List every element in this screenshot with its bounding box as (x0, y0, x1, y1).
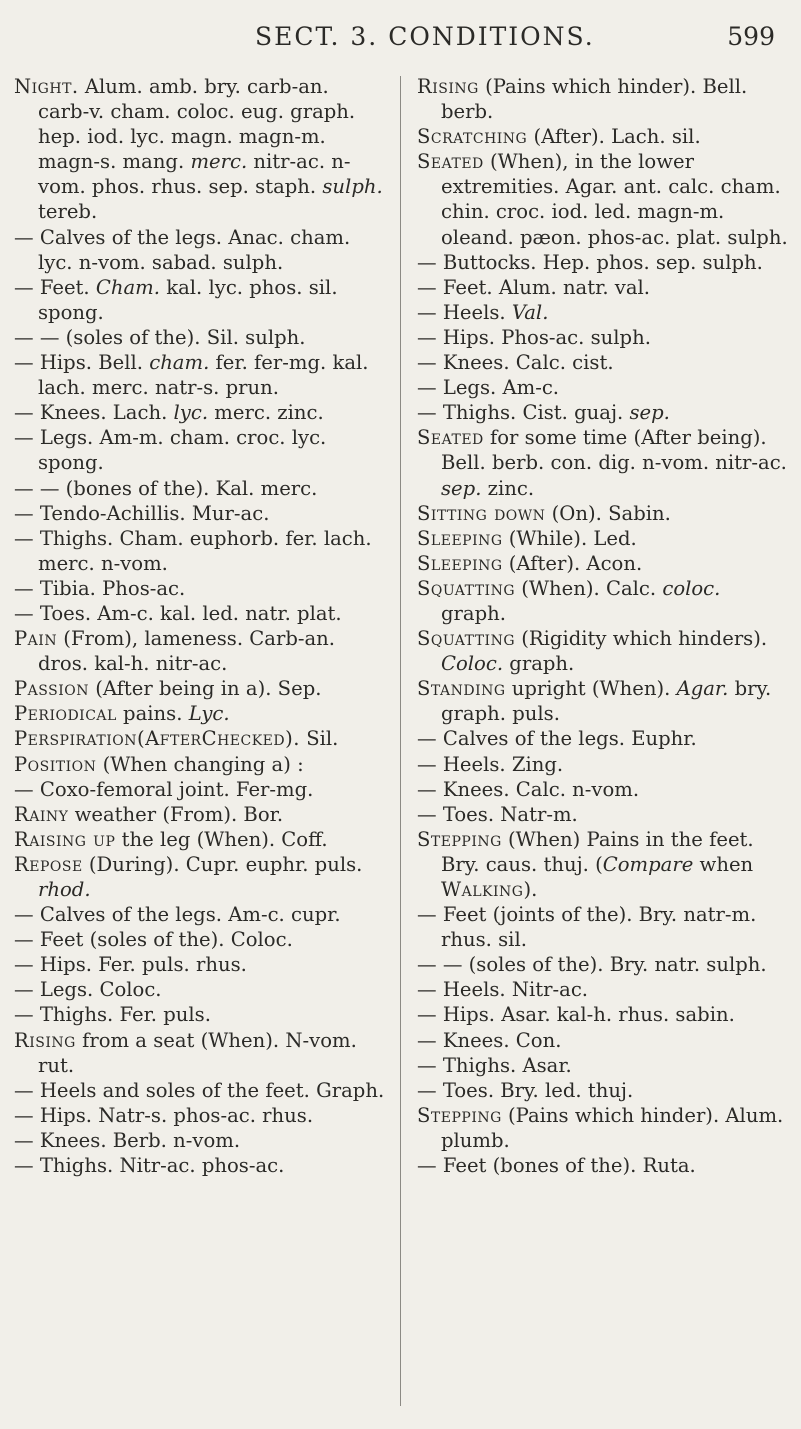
index-entry (417, 74, 789, 124)
index-entry (14, 476, 385, 501)
entry-text: — Feet (bones of the). Ruta. (417, 1154, 696, 1178)
entry-text: — Legs. Am-m. cham. croc. lyc. spong. (14, 426, 327, 475)
entry-text: — Calves of the legs. Anac. cham. lyc. n-vom. sabad. sulph. (14, 225, 351, 274)
entry-heading: Repose (14, 852, 83, 876)
entry-italic-text: cham. (149, 351, 210, 375)
entry-text: — Heels. Zing. (417, 752, 564, 776)
entry-text: — Legs. Coloc. (14, 978, 162, 1002)
index-entry (14, 350, 385, 400)
entry-text: — Feet (soles of the). Coloc. (14, 928, 293, 952)
index-entry (14, 902, 385, 927)
entry-heading: Rising (14, 1028, 76, 1052)
index-entry (14, 777, 385, 802)
column-divider (400, 76, 401, 1406)
index-entry (14, 701, 385, 726)
entry-text: (Pains which hinder). Alum. plumb. (441, 1103, 784, 1152)
index-entry (417, 1078, 789, 1103)
entry-heading: Standing (417, 677, 506, 701)
entry-heading: Sleeping (417, 551, 503, 575)
index-entry (14, 676, 385, 701)
entry-heading: Sleeping (417, 526, 503, 550)
index-entry (417, 1053, 789, 1078)
index-entry (417, 1028, 789, 1053)
index-entry (417, 250, 789, 275)
index-entry (14, 827, 385, 852)
entry-text: (Pains which hinder). Bell. berb. (441, 75, 748, 124)
entry-text: (From), lameness. Carb-an. dros. kal-h. nitr-ac. (38, 627, 336, 676)
entry-heading: Passion (14, 677, 89, 701)
index-entry (417, 676, 789, 726)
index-entry (14, 952, 385, 977)
entry-heading: Raising up (14, 827, 116, 851)
entry-text: when (693, 852, 754, 876)
entry-italic-text: sep. (629, 401, 670, 425)
entry-text: — Hips. Asar. kal-h. rhus. sabin. (417, 1003, 735, 1027)
index-entry (417, 425, 789, 500)
entry-text: (During). Cupr. euphr. puls. (82, 852, 363, 876)
entry-heading: Perspiration(AfterChecked). (14, 727, 300, 751)
entry-text: — Hips. Natr-s. phos-ac. rhus. (14, 1103, 314, 1127)
entry-heading: Periodical (14, 702, 117, 726)
index-entry (417, 726, 789, 751)
index-entry (417, 1153, 789, 1178)
entry-heading: Walking (441, 878, 524, 901)
entry-text: — Calves of the legs. Am-c. cupr. (14, 903, 341, 927)
entry-text: merc. zinc. (208, 401, 324, 425)
entry-italic-text: lyc. (173, 401, 209, 425)
section-title: SECT. 3. CONDITIONS. (255, 22, 595, 51)
entry-text: weather (From). Bor. (68, 802, 284, 826)
entry-text: (When changing a) : (96, 752, 304, 776)
entry-heading: Stepping (417, 827, 502, 851)
index-entry (417, 526, 789, 551)
index-entry (417, 902, 789, 952)
index-entry (417, 752, 789, 777)
entry-text: zinc. (481, 476, 535, 500)
entry-italic-text: merc. (190, 150, 248, 174)
entry-text: — Coxo-femoral joint. Fer-mg. (14, 777, 314, 801)
entry-heading: Stepping (417, 1103, 502, 1127)
index-entry (417, 501, 789, 526)
index-entry (14, 1128, 385, 1153)
index-entry (14, 601, 385, 626)
entry-text: — Feet (joints of the). Bry. natr-m. rhus. sil. (417, 903, 757, 952)
index-entry (14, 752, 385, 777)
index-entry (14, 726, 385, 751)
index-entry (417, 952, 789, 977)
entry-text: nitr-ac. n-vom. phos. rhus. sep. staph. (38, 150, 351, 199)
entry-text: — Toes. Am-c. kal. led. natr. plat. (14, 601, 342, 625)
entry-italic-text: Coloc. (441, 652, 504, 676)
entry-text: — Knees. Con. (417, 1028, 562, 1052)
entry-heading: Position (14, 752, 97, 776)
index-entry (14, 576, 385, 601)
entry-text: — — (bones of the). Kal. merc. (14, 476, 318, 500)
entry-text: (While). Led. (502, 526, 637, 550)
index-entry (14, 1078, 385, 1103)
entry-text: tereb. (38, 200, 98, 224)
entry-text: bry. graph. puls. (441, 677, 772, 726)
entry-text: graph. (503, 652, 575, 676)
entry-heading: Pain (14, 627, 58, 651)
entry-text: for some time (After being). Bell. berb. con. dig. n-vom. nitr-ac. (441, 426, 787, 475)
entry-text: — Heels. (417, 300, 512, 324)
entry-italic-text: sep. (441, 476, 482, 500)
entry-italic-text: sulph. (322, 175, 383, 199)
entry-italic-text: rhod. (38, 878, 91, 901)
entry-text: graph. (441, 601, 506, 625)
index-entry (417, 149, 789, 249)
index-entry (417, 576, 789, 626)
page-header (0, 22, 801, 62)
entry-text: fer. fer-mg. kal. lach. merc. natr-s. prun. (38, 351, 369, 400)
entry-text: — Tendo-Achillis. Mur-ac. (14, 501, 270, 525)
entry-text: — Knees. Calc. n-vom. (417, 777, 640, 801)
right-column (417, 74, 789, 1178)
entry-text: (On). Sabin. (545, 501, 671, 525)
index-entry (417, 325, 789, 350)
entry-text: Alum. amb. bry. carb-an. carb-v. cham. coloc. eug. graph. hep. iod. lyc. magn. magn-m. magn-s. mang. (38, 75, 356, 174)
index-entry (14, 977, 385, 1002)
index-entry (417, 802, 789, 827)
entry-italic-text: Compare (602, 852, 694, 876)
entry-text: upright (When). (505, 677, 677, 701)
entry-heading: Rainy (14, 802, 69, 826)
entry-text: — Hips. Fer. puls. rhus. (14, 953, 247, 977)
entry-text: — Toes. Bry. led. thuj. (417, 1078, 634, 1102)
index-entry (417, 626, 789, 676)
entry-text: ). (523, 878, 538, 901)
index-entry (14, 927, 385, 952)
entry-text: — Legs. Am-c. (417, 376, 560, 400)
entry-text: — Thighs. Cist. guaj. (417, 401, 630, 425)
entry-text: pains. (116, 702, 189, 726)
entry-text: — Feet. Alum. natr. val. (417, 275, 651, 299)
entry-text: — Feet. (14, 275, 96, 299)
index-entry (14, 802, 385, 827)
index-entry (417, 124, 789, 149)
entry-text: — Heels. Nitr-ac. (417, 978, 589, 1002)
index-entry (417, 777, 789, 802)
index-entry (14, 501, 385, 526)
entry-text: — — (soles of the). Sil. sulph. (14, 325, 306, 349)
index-entry (417, 300, 789, 325)
index-entry (417, 275, 789, 300)
entry-text: — Thighs. Fer. puls. (14, 1003, 211, 1027)
entry-text: (When). Calc. (515, 576, 663, 600)
left-column (14, 74, 385, 1178)
entry-text: — — (soles of the). Bry. natr. sulph. (417, 953, 767, 977)
entry-text: (After). Acon. (502, 551, 643, 575)
index-entry (417, 400, 789, 425)
index-entry (14, 1028, 385, 1078)
page-number: 599 (727, 22, 775, 51)
entry-text: — Heels and soles of the feet. Graph. (14, 1078, 385, 1102)
index-entry (417, 1103, 789, 1153)
entry-italic-text: Cham. (95, 275, 160, 299)
entry-italic-text: Val. (511, 300, 549, 324)
entry-text: — Hips. Bell. (14, 351, 150, 375)
entry-text: — Thighs. Asar. (417, 1053, 572, 1077)
entry-heading: Sitting down (417, 501, 546, 525)
index-entry (417, 827, 789, 902)
index-entry (14, 1103, 385, 1128)
entry-heading: Squatting (417, 576, 516, 600)
entry-italic-text: coloc. (662, 576, 721, 600)
index-entry (14, 225, 385, 275)
index-entry (417, 375, 789, 400)
index-entry (417, 551, 789, 576)
entry-heading: Squatting (417, 627, 516, 651)
entry-text: — Toes. Natr-m. (417, 802, 578, 826)
entry-text: kal. lyc. phos. sil. spong. (38, 275, 338, 324)
index-entry (14, 325, 385, 350)
entry-italic-text: Agar. (676, 677, 729, 701)
entry-text: — Buttocks. Hep. phos. sep. sulph. (417, 250, 763, 274)
index-entry (14, 400, 385, 425)
entry-heading: Rising (417, 75, 479, 98)
entry-text: — Thighs. Nitr-ac. phos-ac. (14, 1154, 285, 1178)
entry-heading: Night. (14, 75, 79, 98)
entry-heading: Scratching (417, 125, 528, 149)
entry-heading: Seated (417, 426, 484, 450)
entry-text: Sil. (299, 727, 339, 751)
index-entry (14, 526, 385, 576)
entry-text: — Tibia. Phos-ac. (14, 576, 186, 600)
index-entry (14, 275, 385, 325)
entry-text: — Knees. Lach. (14, 401, 174, 425)
index-entry (417, 1002, 789, 1027)
index-entry (417, 350, 789, 375)
entry-text: from a seat (When). N-vom. rut. (38, 1028, 357, 1077)
index-entry (14, 425, 385, 475)
index-entry (417, 977, 789, 1002)
entry-text: the leg (When). Coff. (115, 827, 328, 851)
index-entry (14, 1153, 385, 1178)
index-entry (14, 626, 385, 676)
index-entry (14, 1002, 385, 1027)
entry-text: — Knees. Calc. cist. (417, 351, 614, 375)
entry-italic-text: Lyc. (188, 702, 230, 726)
entry-text: (When), in the lower extremities. Agar. ant. calc. cham. chin. croc. iod. led. magn-m. oleand. pæon. phos-ac. plat. sulph. (441, 150, 788, 249)
entry-text: (Rigidity which hinders). (515, 627, 768, 651)
entry-text: (When) Pains in the feet. Bry. caus. thuj. ( (441, 827, 754, 876)
entry-heading: Seated (417, 150, 484, 174)
entry-text: (After). Lach. sil. (527, 125, 701, 149)
index-entry (14, 74, 385, 225)
entry-text: — Hips. Phos-ac. sulph. (417, 325, 651, 349)
entry-text: (After being in a). Sep. (89, 677, 322, 701)
entry-text: — Thighs. Cham. euphorb. fer. lach. merc. n-vom. (14, 526, 372, 575)
entry-text: — Knees. Berb. n-vom. (14, 1128, 241, 1152)
entry-text: — Calves of the legs. Euphr. (417, 727, 697, 751)
index-entry (14, 852, 385, 902)
